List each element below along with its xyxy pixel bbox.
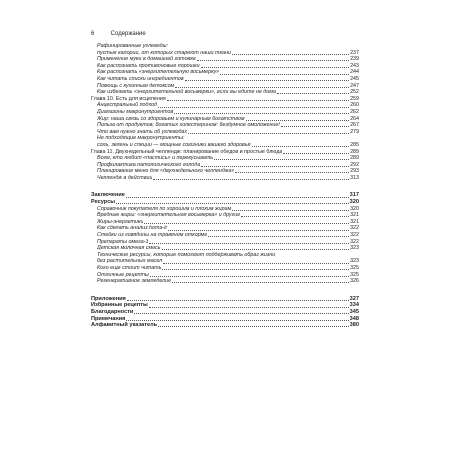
toc-page-number: 289 <box>350 155 359 162</box>
toc-page-number: 239 <box>350 56 359 63</box>
toc-entry-label: Вредные жиры: «энергитетельная восьмерка» и другие <box>97 212 241 219</box>
toc-section-label: Избранные рецепты <box>91 302 148 309</box>
toc-page-number: 322 <box>350 232 359 239</box>
toc-section-chapter9-entries <box>91 43 359 96</box>
toc-section-label: Ресурсы <box>91 199 116 206</box>
toc-page-number: 325 <box>350 271 359 278</box>
toc-entry[interactable] <box>91 212 359 219</box>
toc-section-resources-entries <box>91 206 359 285</box>
toc-leader <box>252 146 350 147</box>
toc-leader <box>116 203 349 204</box>
toc-entry[interactable] <box>91 63 359 70</box>
toc-leader <box>174 113 349 114</box>
toc-entry-label: без растительных масел <box>97 258 163 265</box>
toc-entry-label: Польза от продуктов, богатых холестерином: бездумное омоложение! <box>97 122 280 129</box>
toc-resources[interactable] <box>91 199 359 206</box>
toc-entry-label: Препараты омега-3 <box>97 238 149 245</box>
toc-leader <box>126 320 348 321</box>
toc-entry-label: Жир: наша связь со здоровьем и кулинарным богатством <box>97 115 245 122</box>
toc-leader <box>283 153 349 154</box>
toc-page-number: 321 <box>350 218 359 225</box>
toc-entry[interactable] <box>91 116 359 123</box>
toc-leader <box>149 307 349 308</box>
toc-section-chapter10-entries <box>91 102 359 148</box>
toc-back-matter-entry[interactable] <box>91 296 359 303</box>
toc-entry-label: Детская молочная смесь <box>97 245 161 252</box>
toc-entry[interactable] <box>91 168 359 175</box>
toc-page-number: 252 <box>350 89 359 96</box>
toc-leader <box>127 300 349 301</box>
toc-page-number: 279 <box>350 128 359 135</box>
toc-entry[interactable] <box>91 232 359 239</box>
page-number: 6 <box>91 31 95 37</box>
toc-page-number: 245 <box>350 75 359 82</box>
toc-entry-label: Челлендж в действии <box>97 174 153 181</box>
toc-page-number: 322 <box>350 225 359 232</box>
toc-entry[interactable] <box>91 155 359 162</box>
toc-entry[interactable] <box>91 122 359 129</box>
toc-page-number: 320 <box>350 205 359 212</box>
toc-page-number: 243 <box>350 62 359 69</box>
toc-entry-label: Анцестральный подход <box>97 102 157 109</box>
toc-page-number: 260 <box>350 102 359 109</box>
toc-section-chapter11-entries <box>91 155 359 181</box>
toc-leader <box>150 276 349 277</box>
toc-page-number: 247 <box>350 82 359 89</box>
toc-leader <box>277 93 349 94</box>
page-header <box>91 30 146 38</box>
toc-page-number: 345 <box>349 308 359 315</box>
toc-entry[interactable] <box>91 76 359 83</box>
toc-page-number: 262 <box>350 108 359 115</box>
toc-back-matter-entry[interactable] <box>91 322 359 329</box>
toc-leader <box>214 159 349 160</box>
toc-leader <box>281 126 349 127</box>
toc-entry[interactable] <box>91 239 359 246</box>
toc-entry[interactable] <box>91 258 359 265</box>
toc-page-number: 321 <box>350 212 359 219</box>
toc-page-number: 317 <box>349 192 359 199</box>
spacer <box>91 181 359 192</box>
toc-leader <box>149 243 349 244</box>
toc-leader <box>232 210 349 211</box>
toc-leader <box>246 120 350 121</box>
toc-entry-label: Стейки из говядины на травяном откорме <box>97 232 208 239</box>
toc-entry[interactable] <box>91 175 359 182</box>
toc-section-back-matter <box>91 296 359 329</box>
toc-entry[interactable] <box>91 129 359 136</box>
toc-entry-label: Диапазоны макронутриентов <box>97 108 174 115</box>
toc-entry-label: Всем, кто любит «пастись» и перекусывать <box>97 155 214 162</box>
toc-section-label: Приложения <box>91 295 126 302</box>
toc-entry[interactable] <box>91 225 359 232</box>
toc-leader <box>197 60 349 61</box>
toc-entry-label: Кого еще стоит читать <box>97 265 162 271</box>
toc-entry[interactable] <box>91 102 359 109</box>
toc-entry-line[interactable]: Не подходящие макронутриенты: <box>97 135 185 142</box>
toc-page-number: 292 <box>350 161 359 168</box>
toc-entry-label: Как избежать «энергитетельной восьмерки», если вы едите не дома <box>97 89 276 96</box>
toc-entry-label: пустые калории, от которых стареют наши ткани <box>97 49 231 56</box>
toc-entry-label: Как распознать «энергитетельную восьмерку» <box>97 69 220 76</box>
toc-page-number: 348 <box>349 315 359 322</box>
page-running-title: Содержание <box>110 31 146 37</box>
toc-entry[interactable] <box>91 272 359 279</box>
toc-entry[interactable] <box>91 265 359 272</box>
toc-leader <box>167 100 349 101</box>
toc-back-matter-entry[interactable] <box>91 309 359 316</box>
toc-page-number: 323 <box>350 258 359 265</box>
toc-entry-label: Применение муки в домашней готовке <box>97 56 196 63</box>
toc-leader <box>201 67 350 68</box>
toc-chapter-11[interactable] <box>91 149 359 156</box>
toc-entry[interactable] <box>91 142 359 149</box>
toc-entry[interactable] <box>91 69 359 76</box>
toc-entry[interactable] <box>91 56 359 63</box>
toc-leader <box>144 223 349 224</box>
toc-page-number: 322 <box>350 238 359 245</box>
toc-chapter-10[interactable] <box>91 96 359 103</box>
toc-section-label: Алфавитный указатель <box>91 322 158 329</box>
toc-leader <box>241 216 349 217</box>
table-of-contents <box>91 43 359 329</box>
toc-leader <box>162 249 349 250</box>
toc-page-number: 237 <box>350 49 359 56</box>
toc-entry[interactable] <box>91 162 359 169</box>
toc-entry[interactable] <box>91 245 359 252</box>
toc-leader <box>168 230 349 231</box>
toc-page-number: 289 <box>350 148 359 155</box>
toc-page-number: 285 <box>350 141 359 148</box>
toc-leader <box>158 326 349 327</box>
toc-page-number: 264 <box>350 115 359 122</box>
toc-page-number: 326 <box>350 278 359 285</box>
toc-leader <box>134 313 348 314</box>
toc-page-number: 334 <box>349 302 359 309</box>
toc-page-number: 259 <box>350 95 359 102</box>
toc-leader <box>235 172 349 173</box>
toc-section-label: Заключение <box>91 192 125 199</box>
toc-leader <box>185 80 349 81</box>
toc-entry[interactable] <box>91 50 359 57</box>
toc-entry[interactable] <box>91 83 359 90</box>
toc-conclusion[interactable] <box>91 192 359 199</box>
toc-back-matter-entry[interactable] <box>91 302 359 309</box>
toc-section-label: Благодарности <box>91 308 134 315</box>
toc-leader <box>232 54 349 55</box>
toc-leader <box>158 107 349 108</box>
toc-entry-line[interactable]: Технические ресурсы, которые помогают поддерживать образ жизни <box>97 251 276 258</box>
toc-page-number: 293 <box>350 168 359 175</box>
toc-page-number: 244 <box>350 69 359 76</box>
toc-back-matter-entry[interactable] <box>91 316 359 323</box>
toc-page-number: 325 <box>350 265 359 271</box>
toc-entry[interactable] <box>91 89 359 96</box>
toc-page-number: 380 <box>349 322 359 329</box>
toc-leader <box>208 236 349 237</box>
toc-entry[interactable] <box>91 109 359 116</box>
toc-leader <box>163 263 349 264</box>
toc-entry[interactable] <box>91 278 359 285</box>
toc-page-number: 320 <box>349 199 359 206</box>
toc-leader <box>162 269 349 270</box>
toc-entry-label: Справочник покупателя по хорошим и плохим жирам <box>97 205 232 212</box>
toc-entry-line[interactable]: Рафинированные углеводы: <box>97 43 168 49</box>
toc-entry-label: Как читать списки ингредиентов <box>97 75 184 82</box>
toc-page-number: 323 <box>350 245 359 252</box>
toc-section-label: Примечания <box>91 315 126 322</box>
toc-leader <box>175 87 349 88</box>
toc-entry-label: Как сделать анализ homa-ir <box>97 225 168 232</box>
toc-chapter-label: Глава 11. Двухнедельный челлендж: планирование обедов и простые блюда <box>91 148 283 155</box>
toc-entry-label: соль, зелень и специи — мощные союзники вашего здоровья <box>97 141 251 148</box>
toc-entry-label: Помощь с кухонным детоксом <box>97 82 175 89</box>
toc-entry-label: Отличные рецепты <box>97 271 149 278</box>
toc-leader <box>201 166 349 167</box>
toc-entry-label: Что вам нужно знать об углеводах <box>97 128 188 135</box>
toc-leader <box>153 179 349 180</box>
toc-entry-label: Как распознать противоновые порошки <box>97 62 200 69</box>
toc-leader <box>220 74 349 75</box>
toc-page-number: 327 <box>349 295 359 302</box>
spacer <box>91 285 359 296</box>
toc-entry-label: Профилактика патологического голода <box>97 161 201 168</box>
toc-leader <box>188 133 349 134</box>
toc-entry-label: Жиры-энергетики <box>97 218 144 225</box>
toc-page-number: 267 <box>350 122 359 129</box>
toc-entry[interactable] <box>91 219 359 226</box>
toc-entry[interactable] <box>91 206 359 213</box>
toc-entry-label: Регенеративное земледелие <box>97 278 172 285</box>
toc-leader <box>126 197 349 198</box>
toc-leader <box>172 282 349 283</box>
toc-chapter-label: Глава 10. Есть для исцеления <box>91 95 166 102</box>
toc-page-number: 313 <box>350 174 359 181</box>
toc-entry-label: Планирование меню для «двухнедельного челленджа» <box>97 168 235 175</box>
